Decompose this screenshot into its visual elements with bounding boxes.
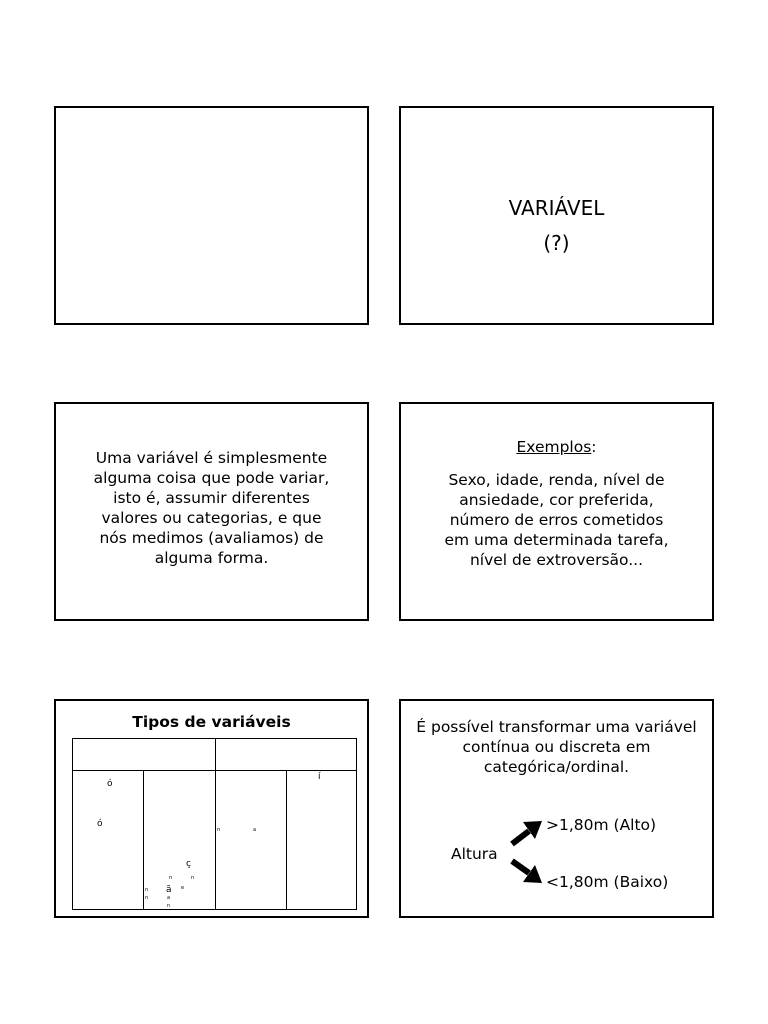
text-line: Uma variável é simplesmente [95, 449, 328, 467]
text-line: alguma forma. [154, 549, 269, 567]
root-label: Altura [451, 845, 498, 863]
slide-title: VARIÁVEL [508, 196, 605, 220]
text-line: ansiedade, cor preferida, [459, 491, 654, 509]
branch-arrows [401, 701, 712, 916]
text-line: categórica/ordinal. [483, 758, 630, 776]
text-line: nível de extroversão... [469, 551, 644, 569]
text-line: isto é, assumir diferentes [113, 489, 310, 507]
table-glyph: n [167, 903, 171, 909]
table-glyph: ó [107, 779, 113, 789]
text-line: alguma coisa que pode variar, [93, 469, 330, 487]
slide-title: Tipos de variáveis [132, 713, 291, 731]
examples-text [421, 470, 692, 570]
table-glyph: e [181, 885, 185, 891]
text-line: É possível transformar uma variável [416, 718, 697, 736]
table-glyph: n [191, 875, 195, 881]
table-divider [286, 770, 287, 909]
table-glyph: ç [186, 859, 191, 869]
lower-label: <1,80m (Baixo) [546, 873, 669, 891]
table-divider [215, 739, 216, 909]
slide-6-transform [399, 699, 714, 918]
text-line: valores ou categorias, e que [101, 509, 322, 527]
table-glyph: n [169, 875, 173, 881]
table-glyph: n [217, 827, 221, 833]
table-glyph: n [145, 895, 149, 901]
text-line: contínua ou discreta em [462, 738, 651, 756]
table-glyph: í [318, 772, 321, 782]
types-table [72, 738, 357, 910]
slide-4-examples [399, 402, 714, 621]
text-line: nós medimos (avaliamos) de [99, 529, 324, 547]
slide-3-definition [54, 402, 369, 621]
table-glyph: ã [166, 885, 172, 895]
upper-label: >1,80m (Alto) [546, 816, 657, 834]
table-divider [143, 770, 144, 909]
text-line: em uma determinada tarefa, [444, 531, 669, 549]
slide-2-title [399, 106, 714, 325]
table-glyph: a [253, 827, 257, 833]
arrow-up-icon [512, 821, 542, 844]
arrow-down-icon [512, 861, 542, 883]
table-glyph: n [145, 887, 149, 893]
examples-heading: Exemplos: [516, 438, 597, 456]
definition-text [86, 448, 337, 568]
text-line: número de erros cometidos [449, 511, 664, 529]
text-line: Sexo, idade, renda, nível de [448, 471, 665, 489]
slide-5-types-table [54, 699, 369, 918]
slide-1-blank [54, 106, 369, 325]
table-glyph: a [167, 895, 171, 901]
slide-subtitle: (?) [543, 231, 570, 255]
table-glyph: ó [97, 819, 103, 829]
